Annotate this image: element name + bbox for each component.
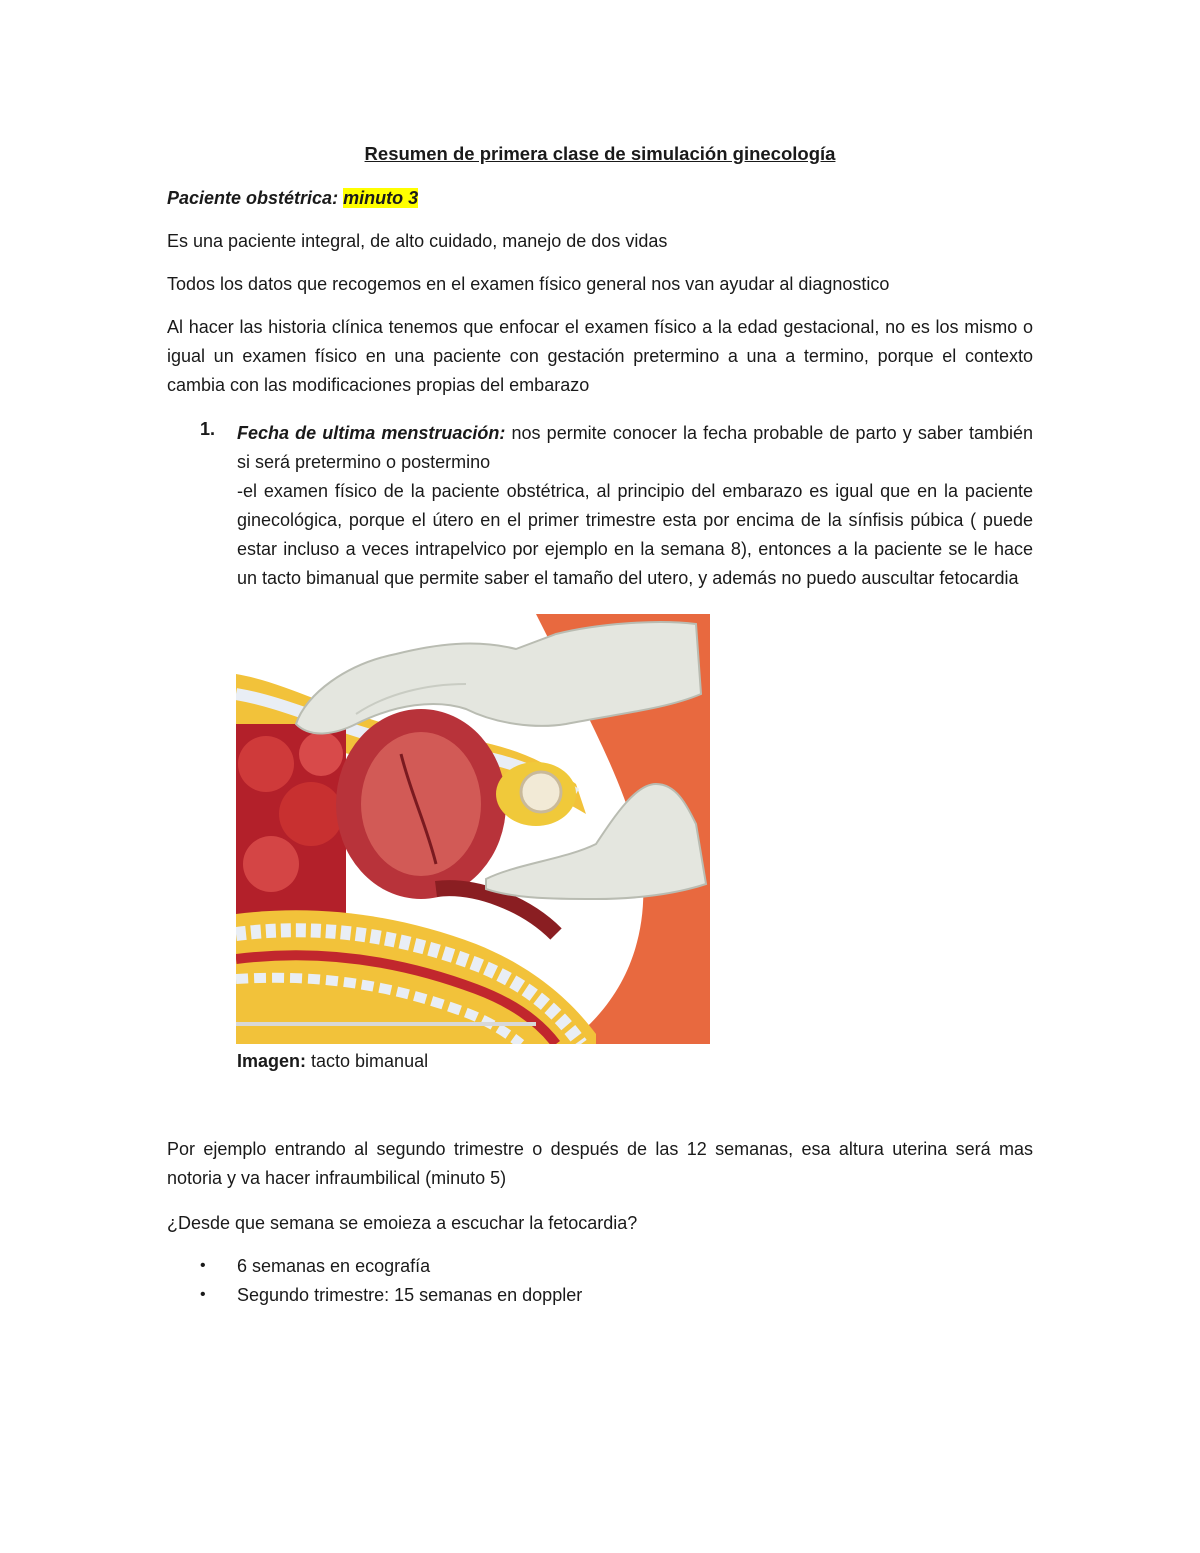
section-label: Paciente obstétrica: [167,188,339,208]
bullet-icon: • [200,1257,206,1274]
caption-label: Imagen: [237,1051,307,1071]
list-item-detail: -el examen físico de la paciente obstétrica, al principio del embarazo es igual que en la paciente ginecológica, porque el útero en el primer trimestre esta por encima de la sínfisis púbica ( puede estar incluso a veces intrapelvico por ejemplo en la semana 8), entonces a la paciente se le hace un tacto bimanual que permite saber el tamaño del utero, y además no puedo auscultar fetocardia [237,481,1033,588]
figure-caption [237,1051,428,1072]
list-number: 1. [200,419,216,439]
caption-text: tacto bimanual [306,1051,429,1071]
section-heading [167,188,418,209]
list-item [237,419,1033,593]
bullet-icon: • [200,1286,206,1303]
paragraph-after-figure: Por ejemplo entrando al segundo trimestre o después de las 12 semanas, esa altura uterina será mas notoria y va hacer infraumbilical (minuto 5) [167,1139,1033,1188]
bullet-item: Segundo trimestre: 15 semanas en doppler [237,1285,583,1305]
bimanual-exam-illustration [236,614,710,1044]
question: ¿Desde que semana se emoieza a escuchar la fetocardia? [167,1213,638,1233]
paragraph-3: Al hacer las historia clínica tenemos que enfocar el examen físico a la edad gestacional, no es los mismo o igual un examen físico en una paciente con gestación pretermino a una a termino, porque el contexto cambia con las modificaciones propias del embarazo [167,317,1033,395]
paragraph-1: Es una paciente integral, de alto cuidado, manejo de dos vidas [167,231,668,251]
list-item-text: nos permite conocer la fecha probable de parto y saber también si será pretermino o postermino [237,423,1034,472]
list-item-label: Fecha de ultima menstruación: [237,423,506,443]
paragraph-2: Todos los datos que recogemos en el examen físico general nos van ayudar al diagnostico [167,274,890,294]
bullet-item: 6 semanas en ecografía [237,1256,431,1276]
highlighted-time: minuto 3 [343,188,419,208]
document-title: Resumen de primera clase de simulación ginecología [364,143,836,164]
